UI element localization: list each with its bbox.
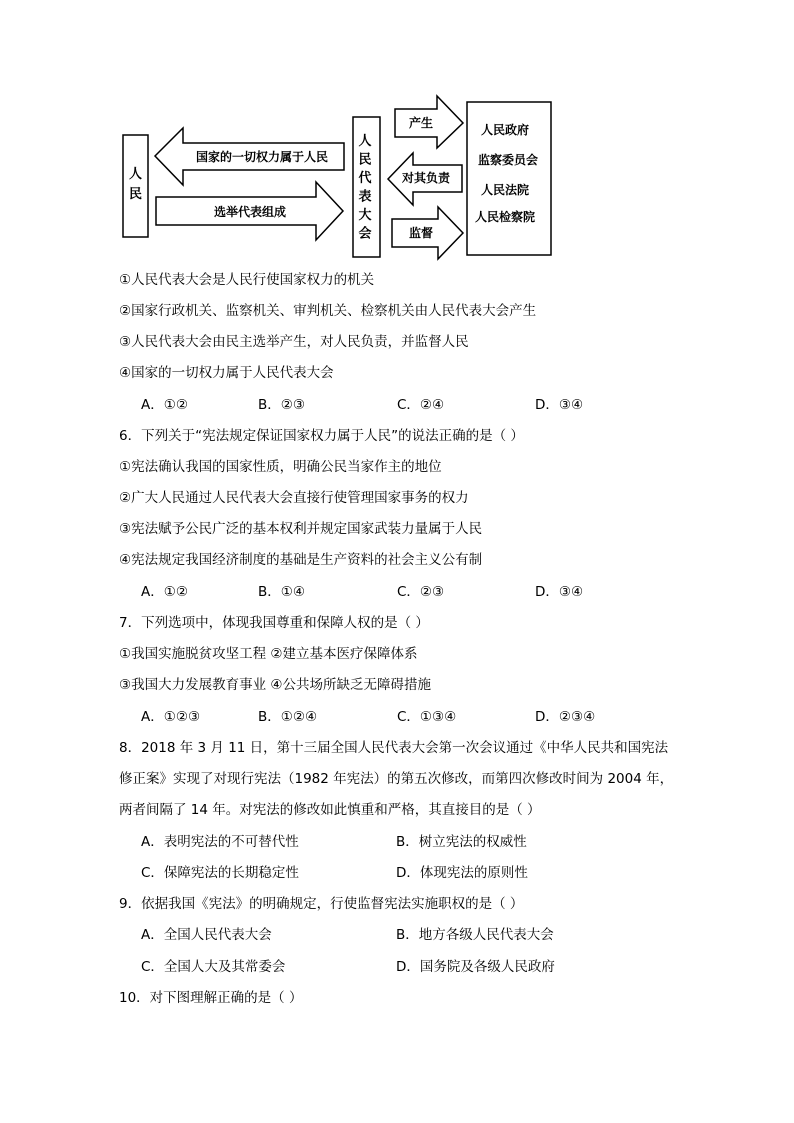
q8-stem-line-2: 修正案》实现了对现行宪法（1982 年宪法）的第五次修改，而第四次修改时间为 2004 年， [119, 771, 674, 787]
q6-statement-1: ①宪法确认我国的国家性质，明确公民当家作主的地位 [119, 459, 442, 475]
q5-option-b[interactable]: B．②③ [258, 397, 305, 413]
q6-option-b[interactable]: B．①④ [258, 584, 305, 600]
q7-option-a[interactable]: A．①②③ [141, 709, 201, 725]
q10-stem: 10．对下图理解正确的是（ ） [119, 990, 303, 1006]
q5-option-d[interactable]: D．③④ [535, 397, 584, 413]
q5-statement-1: ①人民代表大会是人民行使国家权力的机关 [119, 272, 375, 288]
arrow-elect-label: 选举代表组成 [213, 205, 287, 219]
q6-stem: 6．下列关于“宪法规定保证国家权力属于人民”的说法正确的是（ ） [119, 428, 524, 444]
q6-option-c[interactable]: C．②③ [397, 584, 445, 600]
q8-option-d[interactable]: D．体现宪法的原则性 [396, 865, 528, 881]
q7-option-b[interactable]: B．①②④ [258, 709, 318, 725]
q9-option-a[interactable]: A．全国人民代表大会 [141, 927, 272, 943]
q6-statement-3: ③宪法赋予公民广泛的基本权利并规定国家武装力量属于人民 [119, 521, 483, 537]
people-box-label: 人民 [128, 167, 143, 202]
q6-option-a[interactable]: A．①② [141, 584, 188, 600]
q8-option-a[interactable]: A．表明宪法的不可替代性 [141, 834, 299, 850]
arrow-supervise-label: 监督 [408, 226, 434, 240]
q5-option-c[interactable]: C．②④ [397, 397, 445, 413]
q8-stem-line-1: 8．2018 年 3 月 11 日，第十三届全国人民代表大会第一次会议通过《中华人民共和国宪法 [119, 740, 669, 756]
q5-statement-2: ②国家行政机关、监察机关、审判机关、检察机关由人民代表大会产生 [119, 303, 537, 319]
q9-option-d[interactable]: D．国务院及各级人民政府 [396, 959, 555, 975]
q6-option-d[interactable]: D．③④ [535, 584, 584, 600]
arrow-produce-label: 产生 [408, 116, 434, 130]
q6-statement-2: ②广大人民通过人民代表大会直接行使管理国家事务的权力 [119, 490, 469, 506]
q9-option-c[interactable]: C．全国人大及其常委会 [141, 959, 286, 975]
q7-stem: 7．下列选项中，体现我国尊重和保障人权的是（ ） [119, 615, 429, 631]
state-organ-item: 人民检察院 [474, 210, 536, 224]
q7-statements-1: ①我国实施脱贫攻坚工程 ②建立基本医疗保障体系 [119, 646, 418, 662]
arrow-responsible-label: 对其负责 [401, 171, 451, 185]
q5-statement-4: ④国家的一切权力属于人民代表大会 [119, 365, 334, 381]
q8-option-b[interactable]: B．树立宪法的权威性 [396, 834, 527, 850]
q7-statements-2: ③我国大力发展教育事业 ④公共场所缺乏无障碍措施 [119, 677, 431, 693]
q5-option-a[interactable]: A．①② [141, 397, 188, 413]
q6-statement-4: ④宪法规定我国经济制度的基础是生产资料的社会主义公有制 [119, 552, 483, 568]
power-structure-diagram [0, 0, 794, 270]
q9-option-b[interactable]: B．地方各级人民代表大会 [396, 927, 554, 943]
q8-option-c[interactable]: C．保障宪法的长期稳定性 [141, 865, 299, 881]
people-box [123, 135, 148, 237]
q7-option-d[interactable]: D．②③④ [535, 709, 596, 725]
q8-stem-line-3: 两者间隔了 14 年。对宪法的修改如此慎重和严格，其直接目的是（ ） [119, 802, 541, 818]
state-organ-item: 人民法院 [480, 183, 530, 197]
q9-stem: 9．依据我国《宪法》的明确规定，行使监督宪法实施职权的是（ ） [119, 896, 524, 912]
q7-option-c[interactable]: C．①③④ [397, 709, 457, 725]
arrow-power-belongs-label: 国家的一切权力属于人民 [195, 150, 329, 164]
state-organ-item: 人民政府 [480, 123, 530, 137]
npc-box-label: 人民代表大会 [358, 134, 375, 242]
state-organ-item: 监察委员会 [477, 153, 539, 167]
q5-statement-3: ③人民代表大会由民主选举产生，对人民负责，并监督人民 [119, 334, 469, 350]
